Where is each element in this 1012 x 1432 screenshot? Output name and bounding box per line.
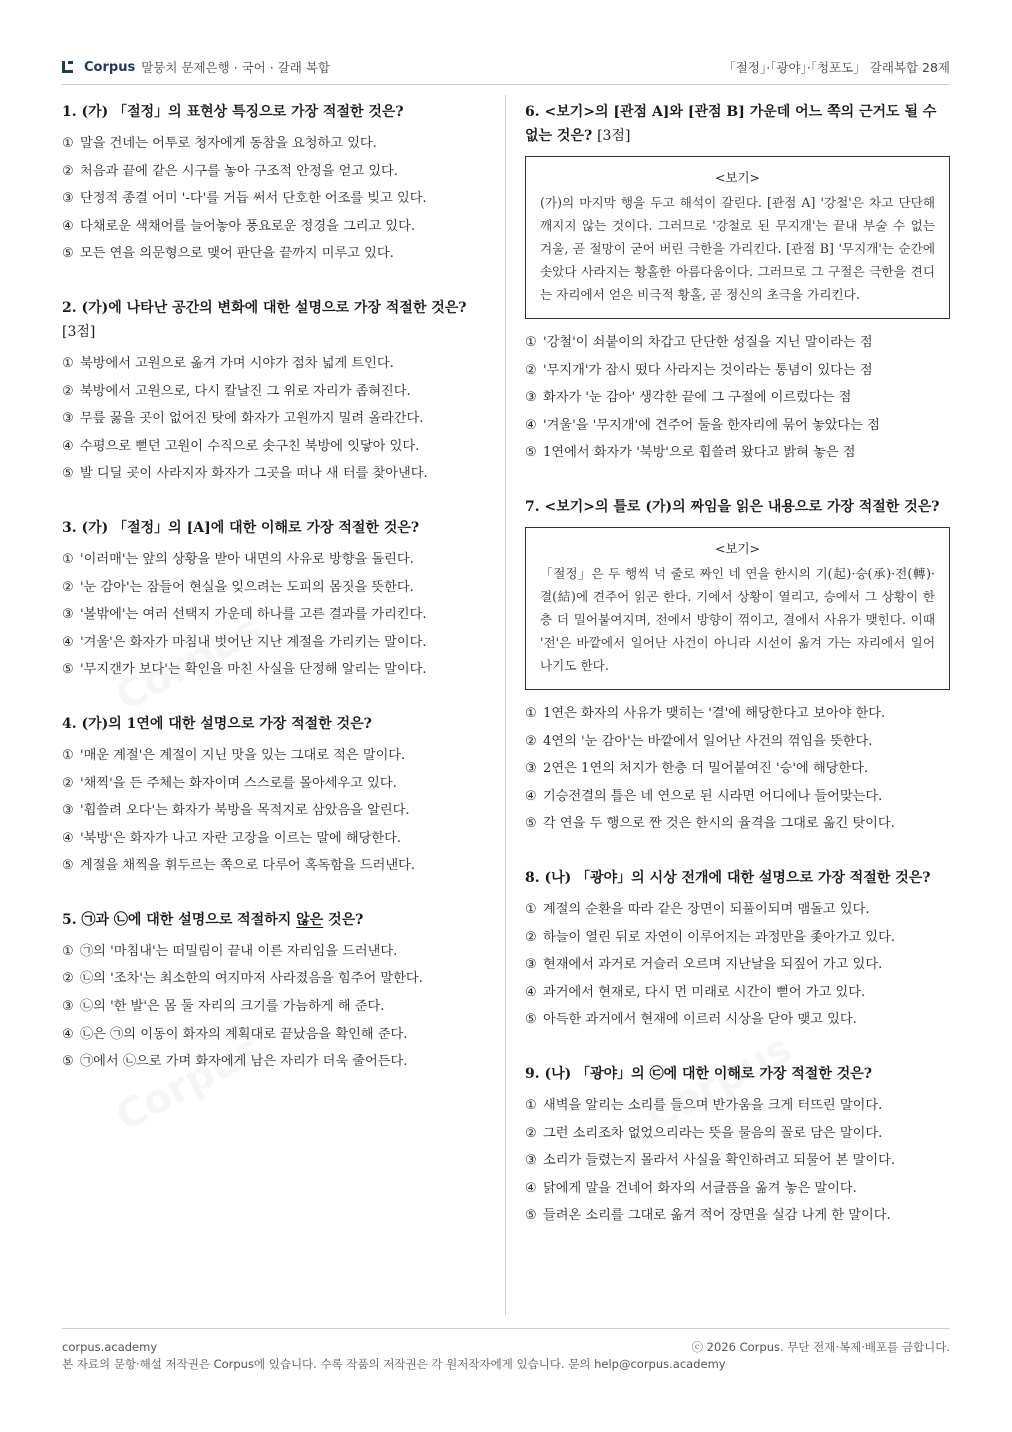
option[interactable]: ⑤ 1연에서 화자가 '북방'으로 휩쓸려 왔다고 밝혀 놓은 점 (525, 445, 856, 461)
option[interactable]: ④ 다채로운 색채어를 늘어놓아 풍요로운 정경을 그리고 있다. (62, 218, 416, 234)
option[interactable]: ② 북방에서 고원으로, 다시 칼날진 그 위로 자리가 좁혀진다. (62, 383, 411, 399)
column-divider (505, 95, 506, 1315)
question-title: 8. (나) 「광야」의 시상 전개에 대한 설명으로 가장 적절한 것은? (525, 869, 931, 886)
option[interactable]: ① 새벽을 알리는 소리를 들으며 반가움을 크게 터뜨린 말이다. (525, 1097, 883, 1113)
option[interactable]: ③ 화자가 '눈 감아' 생각한 끝에 그 구절에 이르렀다는 점 (525, 390, 852, 406)
option[interactable]: ① '매운 계절'은 계절이 지닌 맛을 있는 그대로 적은 말이다. (62, 747, 406, 763)
question-2 (62, 296, 490, 488)
option[interactable]: ③ 단정적 종결 어미 '-다'를 거듭 써서 단호한 어조를 빚고 있다. (62, 191, 427, 207)
option[interactable]: ② 하늘이 열린 뒤로 자연이 이루어지는 과정만을 좇아가고 있다. (525, 929, 896, 945)
option[interactable]: ① ㉠의 '마침내'는 떠밀림이 끝내 이른 자리임을 드러낸다. (62, 943, 398, 959)
option[interactable]: ② ㉡의 '조차'는 최소한의 여지마저 사라졌음을 힘주어 말한다. (62, 971, 423, 987)
option[interactable]: ⑤ 각 연을 두 행으로 짠 것은 한시의 율격을 그대로 옮긴 탓이다. (525, 816, 895, 832)
question-1 (62, 100, 490, 268)
header-document-title: 「절정」·「광야」·「청포도」 갈래복합 28제 (723, 60, 950, 75)
bogi-text: 「절정」은 두 행씩 넉 줄로 짜인 네 연을 한시의 기(起)·승(承)·전(轉)·결(結)에 견주어 읽곤 한다. 기에서 상황이 열리고, 승에서 그 상황이 한층 더 밀어붙여지며, 전에서 방향이 꺾이고, 결에서 사유가 맺힌다. 이때 '전'은 바깥에서 일어난 사건이 아니라 시선이 옮겨 가는 자리에서 일어나기도 한다. (540, 565, 935, 673)
right-column (525, 100, 950, 1258)
question-title: 4. (가)의 1연에 대한 설명으로 가장 적절한 것은? (62, 715, 372, 732)
question-7 (525, 495, 950, 838)
bogi-title: <보기> (714, 170, 761, 185)
question-6 (525, 100, 950, 467)
option[interactable]: ② '눈 감아'는 잠들어 현실을 잊으려는 도피의 몸짓을 뜻한다. (62, 579, 414, 595)
option[interactable]: ④ '겨울'을 '무지개'에 견주어 둘을 한자리에 묶어 놓았다는 점 (525, 417, 880, 433)
option[interactable]: ④ 과거에서 현재로, 다시 먼 미래로 시간이 뻗어 가고 있다. (525, 984, 866, 1000)
bogi-text: (가)의 마지막 행을 두고 해석이 갈린다. [관점 A] '강철'은 차고 단단해 깨지지 않는 것이다. 그러므로 '강철로 된 무지개'는 끝내 부술 수 없는 겨울, 곧 절망이 굳어 버린 극한을 가리킨다. [관점 B] '무지개'는 순간에 솟았다 사라지는 황홀한 아름다움이다. 그러므로 그 구절은 극한을 견디는 자리에서 얻은 비극적 황홀, 곧 정신의 초극을 가리킨다. (540, 195, 935, 302)
question-9 (525, 1062, 950, 1230)
option[interactable]: ③ 소리가 들렸는지 몰라서 사실을 확인하려고 되물어 본 말이다. (525, 1153, 896, 1169)
option[interactable]: ⑤ 발 디딜 곳이 사라지자 화자가 그곳을 떠나 새 터를 찾아낸다. (62, 466, 428, 482)
option[interactable]: ⑤ 모든 연을 의문형으로 맺어 판단을 끝까지 미루고 있다. (62, 246, 394, 262)
option[interactable]: ③ 현재에서 과거로 거슬러 오르며 지난날을 되짚어 가고 있다. (525, 957, 883, 973)
option[interactable]: ④ 기승전결의 틀은 네 연으로 된 시라면 어디에나 들어맞는다. (525, 788, 883, 804)
question-8 (525, 866, 950, 1034)
option[interactable]: ③ '휩쓸려 오다'는 화자가 북방을 목적지로 삼았음을 알린다. (62, 803, 410, 819)
option[interactable]: ④ '겨울'은 화자가 마침내 벗어난 지난 계절을 가리키는 말이다. (62, 634, 427, 650)
brand (62, 58, 330, 76)
question-3 (62, 516, 490, 684)
question-4 (62, 712, 490, 880)
footer-notice: 본 자료의 문항·해설 저작권은 Corpus에 있습니다. 수록 작품의 저작권은 각 원저작자에게 있습니다. 문의 help@corpus.academy (62, 1357, 726, 1371)
option[interactable]: ② 처음과 끝에 같은 시구를 놓아 구조적 안정을 얻고 있다. (62, 163, 398, 179)
option[interactable]: ⑤ ㉠에서 ㉡으로 가며 화자에게 남은 자리가 더욱 줄어든다. (62, 1054, 408, 1070)
page-header (62, 58, 950, 85)
option[interactable]: ② 4연의 '눈 감아'는 바깥에서 일어난 사건의 꺾임을 뜻한다. (525, 733, 873, 749)
footer-site-link[interactable]: corpus.academy (62, 1340, 158, 1354)
option[interactable]: ① '강철'이 쇠붙이의 차갑고 단단한 성질을 지닌 말이라는 점 (525, 335, 873, 350)
option[interactable]: ① 북방에서 고원으로 옮겨 가며 시야가 점차 넓게 트인다. (62, 355, 394, 371)
page-footer (62, 1328, 950, 1373)
option[interactable]: ② 그런 소리조차 없었으리라는 뜻을 물음의 꼴로 담은 말이다. (525, 1125, 883, 1141)
brand-name: Corpus (84, 59, 136, 75)
option[interactable]: ⑤ 아득한 과거에서 현재에 이르러 시상을 닫아 맺고 있다. (525, 1012, 857, 1028)
option[interactable]: ① '이러매'는 앞의 상황을 받아 내면의 사유로 방향을 돌린다. (62, 551, 414, 567)
footer-copyright: ⓒ 2026 Corpus. 무단 전재·복제·배포를 금합니다. (691, 1340, 950, 1354)
question-title: 1. (가) 「절정」의 표현상 특징으로 가장 적절한 것은? (62, 104, 404, 120)
points-badge: [3점] (597, 128, 631, 144)
option[interactable]: ④ 닭에게 말을 건네어 화자의 서글픔을 옮겨 놓은 말이다. (525, 1180, 857, 1196)
option[interactable]: ④ 수평으로 뻗던 고원이 수직으로 솟구친 북방에 잇닿아 있다. (62, 438, 420, 454)
question-title: 9. (나) 「광야」의 ㉢에 대한 이해로 가장 적절한 것은? (525, 1065, 872, 1082)
question-title: 3. (가) 「절정」의 [A]에 대한 이해로 가장 적절한 것은? (62, 519, 420, 536)
bogi-box (525, 156, 950, 319)
option[interactable]: ③ ㉡의 '한 발'은 몸 둘 자리의 크기를 가늠하게 해 준다. (62, 999, 385, 1015)
option[interactable]: ⑤ 들려온 소리를 그대로 옮겨 적어 장면을 실감 나게 한 말이다. (525, 1208, 891, 1224)
option[interactable]: ⑤ '무지갠가 보다'는 확인을 마친 사실을 단정해 알리는 말이다. (62, 662, 427, 678)
option[interactable]: ② '채찍'을 든 주체는 화자이며 스스로를 몰아세우고 있다. (62, 775, 397, 791)
option[interactable]: ⑤ 계절을 채찍을 휘두르는 쪽으로 다루어 혹독함을 드러낸다. (62, 858, 416, 874)
option[interactable]: ③ 2연은 1연의 처지가 한층 더 밀어붙여진 '승'에 해당한다. (525, 761, 869, 777)
question-title: 6. <보기>의 [관점 A]와 [관점 B] 가운데 어느 쪽의 근거도 될 수 없는 것은? [3점] (525, 104, 937, 144)
corpus-logo-icon (62, 61, 74, 73)
left-column (62, 100, 490, 1104)
option[interactable]: ④ ㉡은 ㉠의 이동이 화자의 계획대로 끝났음을 확인해 준다. (62, 1026, 408, 1042)
option[interactable]: ① 1연은 화자의 사유가 맺히는 '결'에 해당한다고 보아야 한다. (525, 705, 886, 721)
option[interactable]: ① 계절의 순환을 따라 같은 장면이 되풀이되며 맴돌고 있다. (525, 901, 870, 917)
option[interactable]: ④ '북방'은 화자가 나고 자란 고장을 이르는 말에 해당한다. (62, 830, 402, 846)
option[interactable]: ② '무지개'가 잠시 떴다 사라지는 것이라는 통념이 있다는 점 (525, 362, 873, 378)
question-title: 5. ㉠과 ㉡에 대한 설명으로 적절하지 않은 것은? (62, 911, 364, 928)
points-badge: [3점] (62, 323, 96, 340)
question-title: 2. (가)에 나타난 공간의 변화에 대한 설명으로 가장 적절한 것은? [3점] (62, 299, 467, 340)
header-subtitle: 말뭉치 문제은행 · 국어 · 갈래 복합 (141, 60, 330, 75)
option[interactable]: ① 말을 건네는 어투로 청자에게 동참을 요청하고 있다. (62, 136, 377, 151)
option[interactable]: ③ 무릎 꿇을 곳이 없어진 탓에 화자가 고원까지 밀려 올라간다. (62, 411, 424, 427)
underlined-keyword: 않은 (296, 911, 324, 928)
question-title: 7. <보기>의 틀로 (가)의 짜임을 읽은 내용으로 가장 적절한 것은? (525, 498, 940, 515)
bogi-title: <보기> (714, 540, 761, 556)
option[interactable]: ③ '볼밖에'는 여러 선택지 가운데 하나를 고른 결과를 가리킨다. (62, 607, 427, 623)
question-5 (62, 908, 490, 1076)
bogi-box (525, 527, 950, 690)
